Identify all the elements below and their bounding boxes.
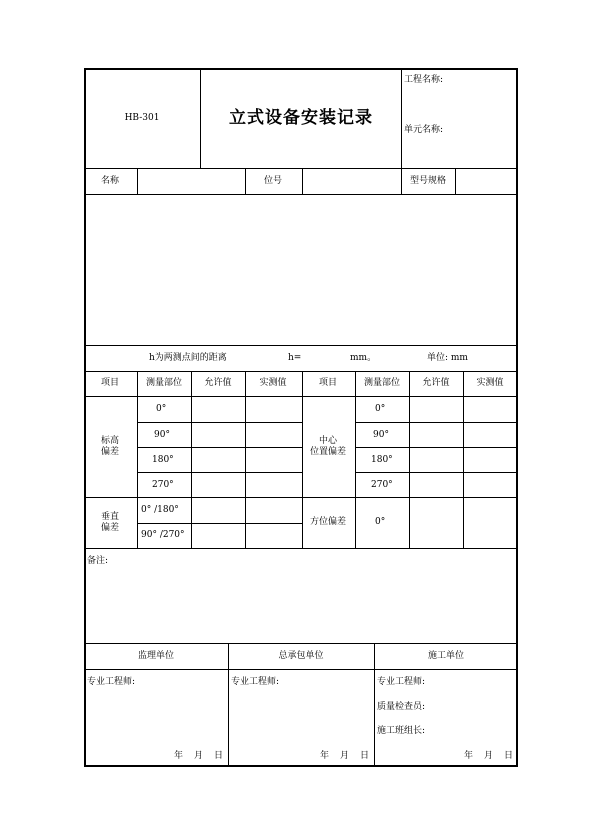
unit-name-label: 单元名称:	[404, 125, 444, 135]
rule	[374, 643, 375, 767]
date-day: 日	[214, 751, 224, 761]
measure-part: 90°	[154, 430, 170, 440]
form-frame	[84, 68, 518, 767]
rule	[191, 371, 192, 548]
rule	[200, 68, 201, 168]
date-year: 年	[320, 751, 330, 761]
elevation-label: 标高 偏差	[100, 436, 120, 457]
rule	[84, 396, 518, 397]
date-day: 日	[504, 751, 514, 761]
engineer-label: 专业工程师:	[377, 677, 426, 687]
rule	[455, 168, 456, 194]
h-description: h为两测点间的距离	[149, 353, 227, 363]
col-header: 允许值	[204, 378, 232, 388]
model-label: 型号规格	[409, 176, 447, 186]
measure-part: 180°	[371, 455, 393, 465]
date-day: 日	[360, 751, 370, 761]
team-leader-label: 施工班组长:	[377, 726, 426, 736]
rule	[84, 371, 518, 372]
supervision-header: 监理单位	[137, 651, 175, 661]
rule	[137, 472, 302, 473]
azimuth-label: 方位偏差	[309, 517, 347, 527]
rule	[401, 68, 402, 168]
date-year: 年	[464, 751, 474, 761]
rule	[355, 472, 518, 473]
rule	[84, 548, 518, 549]
date-year: 年	[174, 751, 184, 761]
col-header: 项目	[100, 378, 120, 388]
date-month: 月	[194, 751, 204, 761]
measure-part: 90°	[373, 430, 389, 440]
measure-part: 0°	[156, 404, 167, 414]
position-label: 位号	[263, 176, 283, 186]
rule	[84, 643, 518, 644]
rule	[137, 168, 138, 194]
measure-part: 0°	[375, 404, 386, 414]
col-header: 测量部位	[145, 378, 183, 388]
page-title: 立式设备安装记录	[229, 108, 373, 128]
rule	[355, 371, 356, 548]
unit-label: 单位: mm	[427, 353, 468, 363]
rule	[409, 371, 410, 548]
rule	[84, 168, 518, 169]
measure-part: 180°	[152, 455, 174, 465]
rule	[463, 371, 464, 548]
engineer-label: 专业工程师:	[231, 677, 280, 687]
col-header: 实测值	[259, 378, 287, 388]
rule	[84, 345, 518, 346]
rule	[84, 194, 518, 195]
rule	[228, 643, 229, 767]
measure-part: 0°	[375, 517, 386, 527]
rule	[245, 371, 246, 548]
col-header: 项目	[318, 378, 338, 388]
col-header: 实测值	[476, 378, 504, 388]
project-name-label: 工程名称:	[404, 75, 444, 85]
rule	[84, 497, 518, 498]
rule	[84, 669, 518, 670]
measure-part: 270°	[371, 480, 393, 490]
date-month: 月	[484, 751, 494, 761]
name-label: 名称	[100, 176, 120, 186]
col-header: 测量部位	[363, 378, 401, 388]
center-label: 中心 位置偏差	[309, 436, 347, 457]
form-code: HB-301	[124, 113, 160, 123]
rule	[245, 168, 246, 194]
measure-part: 90° /270°	[141, 530, 185, 540]
construction-header: 施工单位	[427, 651, 465, 661]
rule	[355, 447, 518, 448]
mm-unit: mm。	[350, 353, 377, 363]
rule	[401, 168, 402, 194]
rule	[137, 371, 138, 548]
remarks-label: 备注:	[87, 556, 109, 566]
engineer-label: 专业工程师:	[87, 677, 136, 687]
date-month: 月	[340, 751, 350, 761]
vertical-label: 垂直 偏差	[100, 512, 120, 533]
rule	[137, 523, 302, 524]
rule	[137, 422, 302, 423]
rule	[137, 447, 302, 448]
rule	[302, 168, 303, 194]
rule	[302, 371, 303, 548]
measure-part: 0° /180°	[141, 505, 179, 515]
measure-part: 270°	[152, 480, 174, 490]
quality-inspector-label: 质量检查员:	[377, 702, 426, 712]
h-equals: h=	[288, 353, 302, 363]
contractor-header: 总承包单位	[278, 651, 324, 661]
rule	[355, 422, 518, 423]
col-header: 允许值	[422, 378, 450, 388]
